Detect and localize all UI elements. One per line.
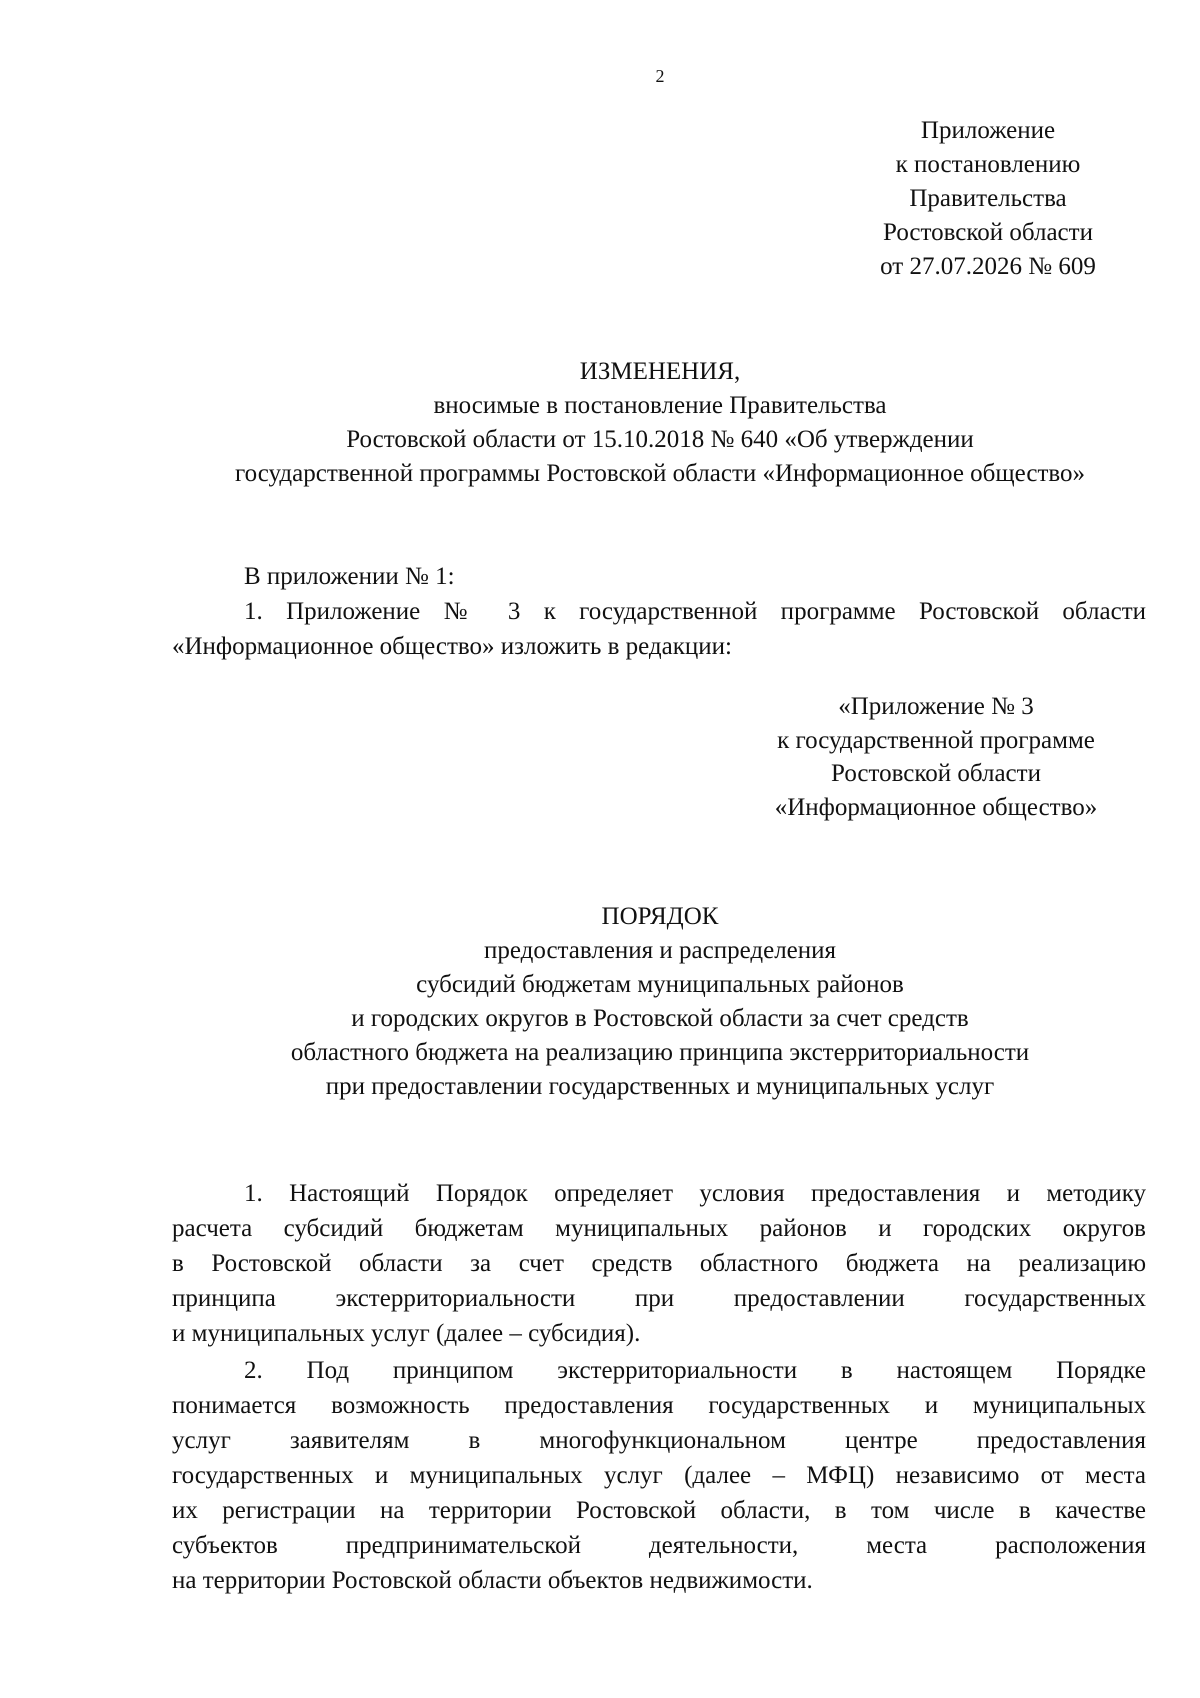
intro-item-line: «Информационное общество» изложить в редакции: <box>172 633 732 660</box>
order-title-line: субсидий бюджетам муниципальных районов <box>416 971 904 998</box>
paragraph-line: понимается возможность предоставления государственных и муниципальных <box>172 1392 1146 1419</box>
inner-attachment-line: Ростовской области <box>831 760 1041 787</box>
inner-attachment-line: «Информационное общество» <box>774 793 1098 821</box>
intro-line: В приложении № 1: <box>244 563 455 590</box>
paragraph-line: 1. Настоящий Порядок определяет условия предоставления и методику <box>244 1180 1146 1207</box>
paragraph-line: и муниципальных услуг (далее – субсидия). <box>172 1320 641 1347</box>
attachment-header-line: от 27.07.2026 № 609 <box>880 253 1096 280</box>
paragraph-line: субъектов предпринимательской деятельности, места расположения <box>172 1532 1146 1559</box>
paragraph-line: на территории Ростовской области объектов недвижимости. <box>172 1567 813 1594</box>
inner-attachment-header <box>736 690 1136 824</box>
paragraph-line: государственных и муниципальных услуг (далее – МФЦ) независимо от места <box>172 1462 1146 1489</box>
inner-attachment-line: к государственной программе <box>777 726 1095 754</box>
attachment-header-line: Правительства <box>909 185 1067 212</box>
order-title-line: и городских округов в Ростовской области за счет средств <box>351 1005 969 1032</box>
changes-title-line: Ростовской области от 15.10.2018 № 640 «Об утверждении <box>346 426 974 453</box>
intro-item-line: 1. Приложение № 3 к государственной программе Ростовской области <box>244 598 1146 625</box>
paragraph-line: в Ростовской области за счет средств областного бюджета на реализацию <box>172 1250 1146 1277</box>
attachment-header-line: Ростовской области <box>883 219 1093 246</box>
order-title-line: областного бюджета на реализацию принципа экстерриториальности <box>290 1039 1030 1066</box>
paragraph-line: их регистрации на территории Ростовской области, в том числе в качестве <box>172 1497 1146 1524</box>
paragraph-line: услуг заявителям в многофункциональном центре предоставления <box>172 1427 1146 1454</box>
changes-title-line: вносимые в постановление Правительства <box>433 392 887 419</box>
attachment-header <box>838 114 1138 284</box>
attachment-header-line: к постановлению <box>895 151 1081 178</box>
changes-title-heading: ИЗМЕНЕНИЯ, <box>579 358 741 385</box>
order-title-line: при предоставлении государственных и муниципальных услуг <box>325 1073 995 1100</box>
order-title-heading: ПОРЯДОК <box>601 903 719 930</box>
paragraph-line: расчета субсидий бюджетам муниципальных районов и городских округов <box>172 1215 1146 1242</box>
page-number: 2 <box>655 66 665 86</box>
order-title-line: предоставления и распределения <box>483 937 837 964</box>
changes-title <box>170 355 1150 491</box>
attachment-header-line: Приложение <box>920 117 1056 144</box>
inner-attachment-line: «Приложение № 3 <box>838 693 1034 720</box>
paragraph-line: 2. Под принципом экстерриториальности в настоящем Порядке <box>244 1357 1146 1384</box>
order-title <box>170 900 1150 1104</box>
paragraph-line: принципа экстерриториальности при предоставлении государственных <box>172 1285 1146 1312</box>
changes-title-line: государственной программы Ростовской области «Информационное общество» <box>234 460 1086 487</box>
